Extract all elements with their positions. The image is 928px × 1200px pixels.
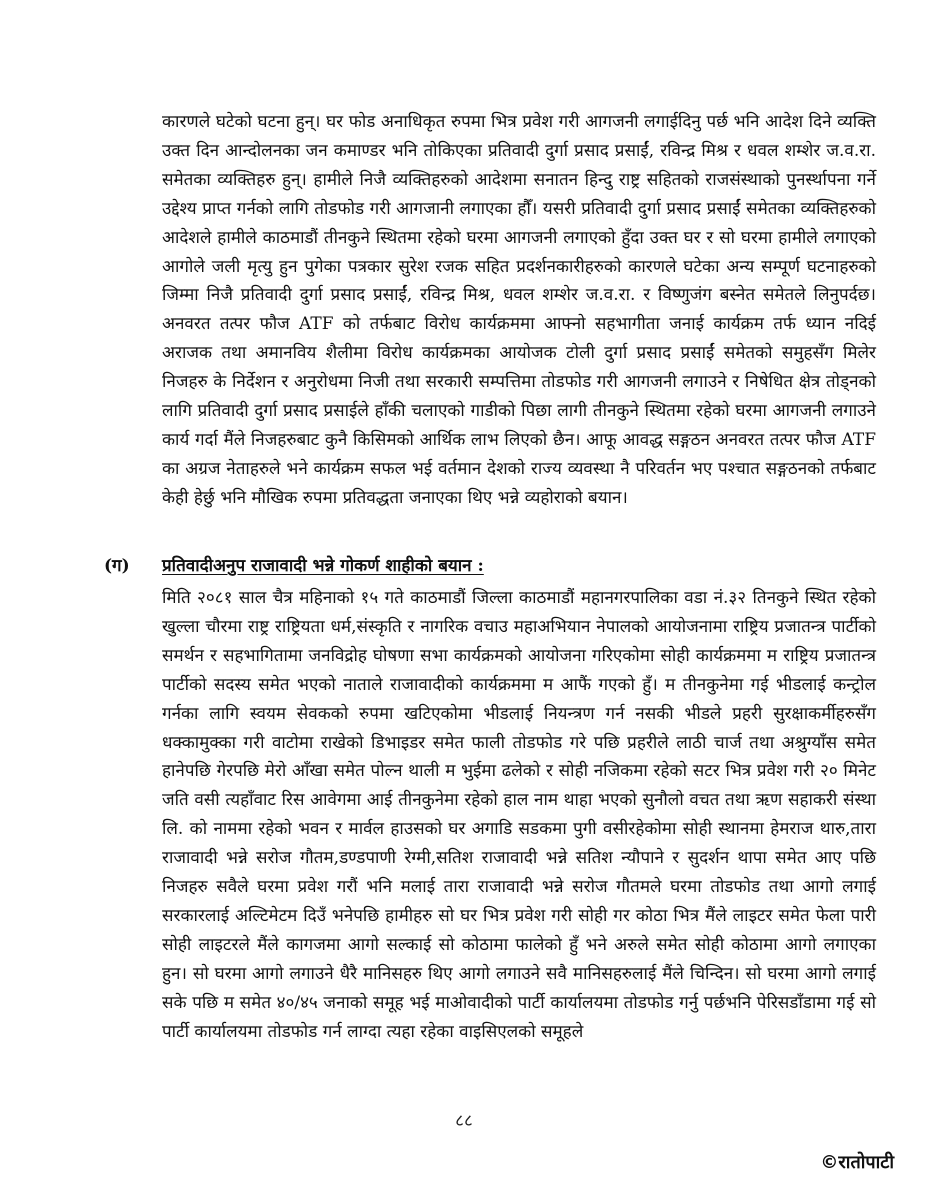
section-heading: प्रतिवादीअनुप राजावादी भन्ने गोकर्ण शाहीको बयान :	[162, 556, 484, 576]
statement-paragraph-bottom: मिति २०८१ साल चैत्र महिनाको १५ गते काठमाडौं जिल्ला काठमाडौं महानगरपालिका वडा नं.३२ तिनकुने स्थित रहेको खुल्ला चौरमा राष्ट्र राष्ट्रियता धर्म,संस्कृति र नागरिक वचाउ महाअभियान नेपालको आयोजनामा राष्ट्रिय प्रजातन्त्र पार्टीको समर्थन र सहभागितामा जनविद्रोह घोषणा सभा कार्यक्रमको आयोजना गरिएकोमा सोही कार्यक्रममा म राष्ट्रिय प्रजातन्त्र पार्टीको सदस्य समेत भएको नाताले राजावादीको कार्यक्रममा म आफैं गएको हुँ। म तीनकुनेमा गई भीडलाई कन्ट्रोल गर्नका लागि स्वयम सेवकको रुपमा खटिएकोमा भीडलाई नियन्त्रण गर्न नसकी भीडले प्रहरी सुरक्षाकर्मीहरुसँग धक्कामुक्का गरी वाटोमा राखेको डिभाइडर समेत फाली तोडफोड गरे पछि प्रहरीले लाठी चार्ज तथा अश्रुग्याँस समेत हानेपछि गेरपछि मेरो आँखा समेत पोल्न थाली म भुईमा ढलेको र सोही नजिकमा रहेको सटर भित्र प्रवेश गरी २० मिनेट जति वसी त्यहाँवाट रिस आवेगमा आई तीनकुनेमा रहेको हाल नाम थाहा भएको सुनौलो वचत तथा ऋण सहाकरी संस्था लि. को नाममा रहेको भवन र मार्वल हाउसको घर अगाडि सडकमा पुगी वसीरहेकोमा सोही स्थानमा हेमराज थारु,तारा राजावादी भन्ने सरोज गौतम,डण्डपाणी रेग्मी,सतिश राजावादी भन्ने सतिश न्यौपाने र सुदर्शन थापा समेत आए पछि निजहरु सवैले घरमा प्रवेश गरौं भनि मलाई तारा राजावादी भन्ने सरोज गौतमले घरमा तोडफोड तथा आगो लगाई सरकारलाई अल्टिमेटम दिउँ भनेपछि हामीहरु सो घर भित्र प्रवेश गरी सोही गर कोठा भित्र मैंले लाइटर समेत फेला पारी सोही लाइटरले मैंले कागजमा आगो सल्काई सो कोठामा फालेको हुँ भने अरुले समेत सोही कोठामा आगो लगाएका हुन। सो घरमा आगो लगाउने धैरै मानिसहरु थिए आगो लगाउने सवै मानिसहरुलाई मैंले चिन्दिन। सो घरमा आगो लगाई सके पछि म समेत ४०/४५ जनाको समूह भई माओवादीको पार्टी कार्यालयमा तोडफोड गर्नु पर्छभनि पेरिसडाँडामा गई सो पार्टी कार्यालयमा तोडफोड गर्न लाग्दा त्यहा रहेका वाइसिएलको समूहले	[162, 588, 876, 1042]
ratopati-watermark: ©रातोपाटी	[820, 1152, 894, 1173]
section-marker: (ग)	[104, 556, 130, 576]
statement-paragraph-top: कारणले घटेको घटना हुन्। घर फोड अनाधिकृत रुपमा भित्र प्रवेश गरी आगजनी लगाईदिनु पर्छ भनि आदेश दिने व्यक्ति उक्त दिन आन्दोलनका जन कमाण्डर भनि तोकिएका प्रतिवादी दुर्गा प्रसाद प्रसाईं, रविन्द्र मिश्र र धवल शम्शेर ज.व.रा. समेतका व्यक्तिहरु हुन्। हामीले निजै व्यक्तिहरुको आदेशमा सनातन हिन्दु राष्ट्र सहितको राजसंस्थाको पुनर्स्थापना गर्ने उद्देश्य प्राप्त गर्नको लागि तोडफोड गरी आगजानी लगाएका हौँ। यसरी प्रतिवादी दुर्गा प्रसाद प्रसाईं समेतका व्यक्तिहरुको आदेशले हामीले काठमाडौं तीनकुने स्थितमा रहेको घरमा आगजनी लगाएको हुँदा उक्त घर र सो घरमा हामीले लगाएको आगोले जली मृत्यु हुन पुगेका पत्रकार सुरेश रजक सहित प्रदर्शनकारीहरुको कारणले घटेका अन्य सम्पूर्ण घटनाहरुको जिम्मा निजै प्रतिवादी दुर्गा प्रसाद प्रसाईं, रविन्द्र मिश्र, धवल शम्शेर ज.व.रा. र विष्णुजंग बस्नेत समेतले लिनुपर्दछ। अनवरत तत्पर फौज ATF को तर्फबाट विरोध कार्यक्रममा आफ्नो सहभागीता जनाई कार्यक्रम तर्फ ध्यान नदिई अराजक तथा अमानविय शैलीमा विरोध कार्यक्रमका आयोजक टोली दुर्गा प्रसाद प्रसाईं समेतको समुहसँग मिलेर निजहरु के निर्देशन र अनुरोधमा निजी तथा सरकारी सम्पत्तिमा तोडफोड गरी आगजनी लगाउने र निषेधित क्षेत्र तोड्नको लागि प्रतिवादी दुर्गा प्रसाद प्रसाईले हाँकी चलाएको गाडीको पिछा लागी तीनकुने स्थितमा रहेको घरमा आगजनी लगाउने कार्य गर्दा मैंले निजहरुबाट कुनै किसिमको आर्थिक लाभ लिएको छैन। आफू आवद्ध सङ्गठन अनवरत तत्पर फौज ATF का अग्रज नेताहरुले भने कार्यक्रम सफल भई वर्तमान देशको राज्य व्यवस्था नै परिवर्तन भए पश्चात सङ्गठनको तर्फबाट केही हेर्छु भनि मौखिक रुपमा प्रतिवद्धता जनाएका थिए भन्ने व्यहोराको बयान।	[162, 112, 876, 508]
page-number: ८८	[455, 1111, 473, 1131]
